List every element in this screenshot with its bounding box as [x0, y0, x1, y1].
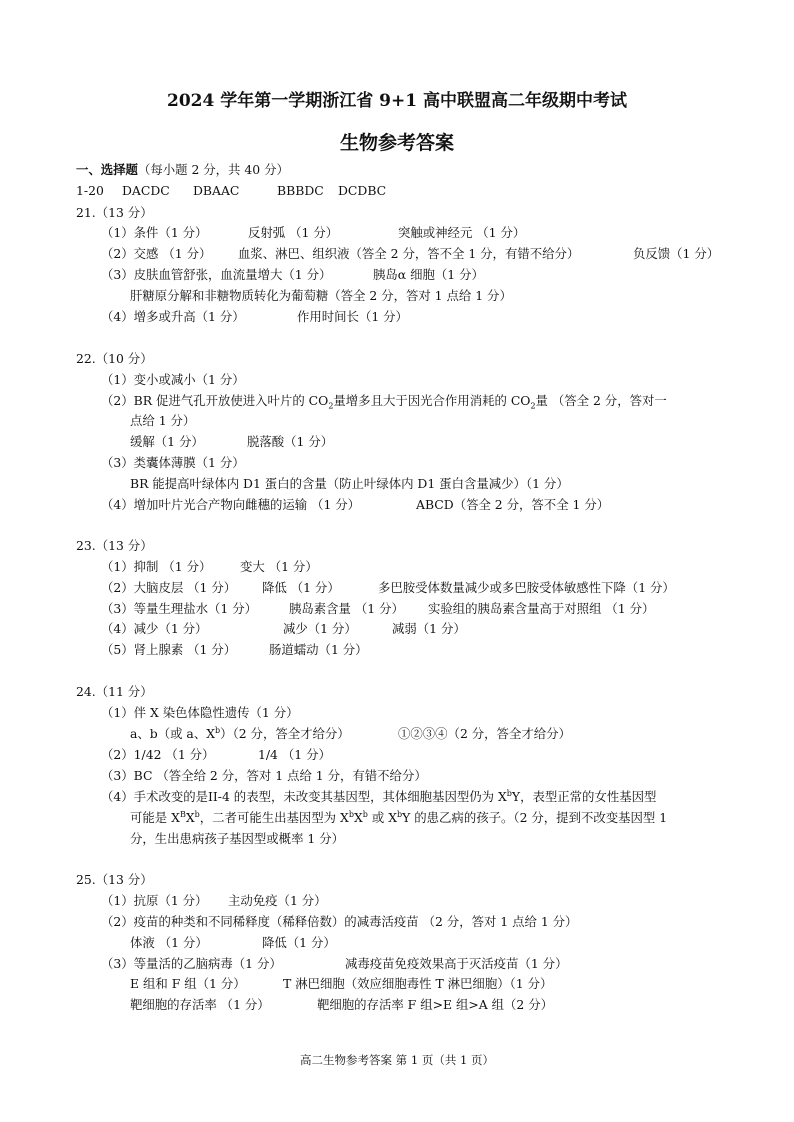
q24-line: （2）1/42 （1 分）: [101, 747, 215, 762]
q25-line: 降低（1 分）: [262, 935, 336, 950]
q22-line: ABCD（答全 2 分，答不全 1 分）: [416, 497, 610, 512]
q23-line: 减弱（1 分）: [392, 621, 466, 636]
q23-line: 变大 （1 分）: [240, 559, 318, 574]
q23-line: （1）抑制 （1 分）: [101, 559, 212, 574]
q24-line: a、b（或 a、$X^b)(2$ 分，答全才给分）: [130, 725, 350, 741]
q23-line: 肠道蠕动（1 分）: [269, 642, 368, 657]
q21-line: 血浆、淋巴、组织液（答全 2 分，答不全 1 分，有错不给分）: [238, 246, 580, 261]
q21-line: 作用时间长（1 分）: [297, 309, 408, 324]
q22-line: （3）类囊体薄膜（1 分）: [101, 455, 245, 470]
q24-line: 1/4 （1 分）: [258, 747, 331, 762]
q21-line: 胰岛α 细胞（1 分）: [373, 267, 484, 282]
q25-line: 主动免疫（1 分）: [228, 893, 327, 908]
q23-line: （5）肾上腺素 （1 分）: [101, 642, 237, 657]
q21-line: （1）条件（1 分）: [101, 225, 208, 240]
q25-line: 减毒疫苗免疫效果高于灭活疫苗（1 分）: [345, 956, 568, 971]
q25-line: （3）等量活的乙脑病毒（1 分）: [101, 956, 282, 971]
q24-line: （1）伴 X 染色体隐性遗传（1 分）: [101, 705, 299, 720]
q22-line: （4）增加叶片光合产物向雌穗的运输 （1 分）: [101, 497, 361, 512]
q21-line: 负反馈（1 分）: [633, 246, 720, 261]
q22-line: 点给 1 分）: [130, 413, 196, 428]
q21-line: 突触或神经元 （1 分）: [398, 225, 526, 240]
q25-line: E 组和 F 组（1 分）: [130, 976, 246, 991]
q23-line: （4）减少（1 分）: [101, 621, 208, 636]
exam-title: 2024 学年第一学期浙江省 9+1 高中联盟高二年级期中考试: [167, 91, 627, 111]
q22-line: （2）BR 促进气孔开放使进入叶片的 $CO_2$量增多且大于因光合作用消耗的 $CO_2$量 （答全 2 分，答对一: [101, 393, 667, 411]
choice-range: 1-20: [76, 183, 104, 198]
q23-line: （3）等量生理盐水（1 分）: [101, 601, 258, 616]
q25-line: （2）疫苗的种类和不同稀释度（稀释倍数）的减毒活疫苗 （2 分，答对 1 点给 1 分）: [101, 914, 578, 929]
page-footer: 高二生物参考答案 第 1 页（共 1 页）: [300, 1053, 494, 1067]
section-note: （每小题 2 分，共 40 分）: [137, 162, 289, 177]
q23-line: （2）大脑皮层 （1 分）: [101, 580, 237, 595]
q24-line: 分，生出患病孩子基因型或概率 1 分）: [130, 831, 345, 846]
q24-heading: 24.（11 分）: [76, 684, 153, 699]
q25-line: 体液 （1 分）: [130, 935, 208, 950]
q21-line: （2）交感 （1 分）: [101, 246, 212, 261]
choice-group-1: DACDC: [122, 183, 170, 198]
q22-line: （1）变小或减小（1 分）: [101, 372, 245, 387]
q22-heading: 22.（10 分）: [76, 351, 153, 366]
q24-line: ①②③④（2 分，答全才给分）: [398, 726, 571, 741]
choice-group-4: DCDBC: [338, 183, 387, 198]
q25-line: T 淋巴细胞（效应细胞毒性 T 淋巴细胞）（1 分）: [283, 976, 553, 991]
q21-line: （3）皮肤血管舒张，血流量增大（1 分）: [101, 267, 332, 282]
q24-line: （3）BC （答全给 2 分，答对 1 点给 1 分，有错不给分）: [101, 768, 427, 783]
section-heading: 一、选择题: [76, 162, 138, 177]
q25-heading: 25.（13 分）: [76, 872, 153, 887]
q25-line: 靶细胞的存活率 F 组>E 组>A 组（2 分）: [317, 997, 554, 1012]
q23-line: 实验组的胰岛素含量高于对照组 （1 分）: [428, 601, 655, 616]
choice-group-3: BBBDC: [277, 183, 324, 198]
q25-line: （1）抗原（1 分）: [101, 893, 208, 908]
q23-line: 胰岛素含量 （1 分）: [289, 601, 404, 616]
section-choice: [76, 162, 289, 177]
q22-line: 脱落酸（1 分）: [247, 434, 334, 449]
q21-line: 反射弧 （1 分）: [248, 225, 339, 240]
q22-line: BR 能提高叶绿体内 D1 蛋白的含量（防止叶绿体内 D1 蛋白含量减少）（1 分）: [130, 476, 569, 491]
q24-line: 可能是 $X^BX^b$，二者可能生出基因型为 $X^bX^b$ 或 $X^bY$ 的患乙病的孩子。（2 分，提到不改变基因型 1: [130, 809, 668, 825]
choice-group-2: DBAAC: [193, 183, 240, 198]
q21-line: （4）增多或升高（1 分）: [101, 309, 245, 324]
q23-line: 减少（1 分）: [283, 621, 357, 636]
answer-key-title: 生物参考答案: [339, 132, 454, 154]
q21-line: 肝糖原分解和非糖物质转化为葡萄糖（答全 2 分，答对 1 点给 1 分）: [130, 288, 512, 303]
q23-line: 降低 （1 分）: [262, 580, 340, 595]
q22-line: 缓解（1 分）: [130, 434, 204, 449]
q23-heading: 23.（13 分）: [76, 538, 153, 553]
q21-heading: 21.（13 分）: [76, 205, 153, 220]
q24-line: （4）手术改变的是II-4 的表型，未改变其基因型，其体细胞基因型仍为 $X^bY$，表型正常的女性基因型: [101, 788, 657, 804]
q23-line: 多巴胺受体数量减少或多巴胺受体敏感性下降（1 分）: [378, 580, 675, 595]
q25-line: 靶细胞的存活率 （1 分）: [130, 997, 270, 1012]
